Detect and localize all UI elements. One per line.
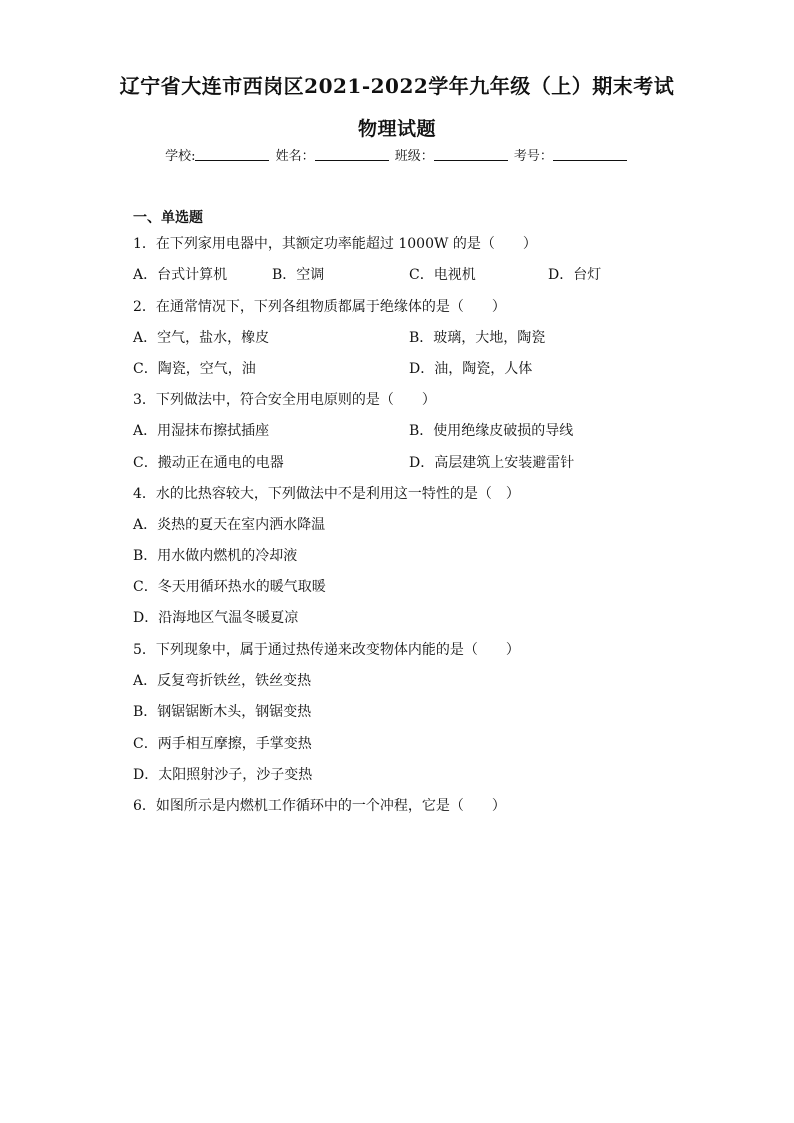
question-6-stem: 6．如图所示是内燃机工作循环中的一个冲程，它是（ ）	[133, 798, 506, 814]
name-blank	[315, 147, 389, 161]
question-4-option-a: A．炎热的夏天在室内洒水降温	[133, 517, 326, 533]
school-label: 学校:	[165, 149, 196, 164]
exam-number-blank	[553, 147, 627, 161]
question-1-option-d: D．台灯	[548, 267, 602, 283]
question-5-stem: 5．下列现象中，属于通过热传递来改变物体内能的是（ ）	[133, 642, 520, 658]
question-3-option-a: A．用湿抹布擦拭插座	[133, 423, 270, 439]
question-1-stem: 1．在下列家用电器中，其额定功率能超过 1000W 的是（ ）	[133, 236, 537, 252]
question-2-option-b: B．玻璃，大地，陶瓷	[409, 330, 546, 346]
question-3-stem: 3．下列做法中，符合安全用电原则的是（ ）	[133, 392, 436, 408]
question-4-stem: 4．水的比热容较大，下列做法中不是利用这一特性的是（ ）	[133, 486, 520, 502]
question-4-option-d: D．沿海地区气温冬暖夏凉	[133, 610, 299, 626]
question-3-option-c: C．搬动正在通电的电器	[133, 455, 284, 471]
question-2-option-d: D．油，陶瓷，人体	[409, 361, 533, 377]
name-label: 姓名：	[275, 149, 315, 164]
question-2-option-a: A．空气，盐水，橡皮	[133, 330, 270, 346]
question-4-option-b: B．用水做内燃机的冷却液	[133, 548, 298, 564]
question-1-option-c: C．电视机	[409, 267, 476, 283]
exam-title: 辽宁省大连市西岗区2021-2022学年九年级（上）期末考试	[119, 74, 675, 98]
class-label: 班级：	[394, 149, 434, 164]
question-4-option-c: C．冬天用循环热水的暖气取暖	[133, 579, 326, 595]
section-title: 一、单选题	[133, 210, 203, 226]
question-5-option-a: A．反复弯折铁丝，铁丝变热	[133, 673, 312, 689]
school-blank	[195, 147, 269, 161]
exam-subject: 物理试题	[357, 118, 436, 140]
student-info-line	[0, 145, 794, 164]
question-2-option-c: C．陶瓷，空气，油	[133, 361, 256, 377]
question-1-option-a: A．台式计算机	[133, 267, 228, 283]
question-5-option-d: D．太阳照射沙子，沙子变热	[133, 767, 313, 783]
exam-number-label: 考号：	[513, 149, 553, 164]
question-3-option-b: B．使用绝缘皮破损的导线	[409, 423, 574, 439]
class-blank	[434, 147, 508, 161]
question-2-stem: 2．在通常情况下，下列各组物质都属于绝缘体的是（ ）	[133, 299, 506, 315]
question-1-option-b: B．空调	[272, 267, 325, 283]
question-5-option-c: C．两手相互摩擦，手掌变热	[133, 736, 312, 752]
question-5-option-b: B．钢锯锯断木头，钢锯变热	[133, 704, 312, 720]
question-3-option-d: D．高层建筑上安装避雷针	[409, 455, 575, 471]
